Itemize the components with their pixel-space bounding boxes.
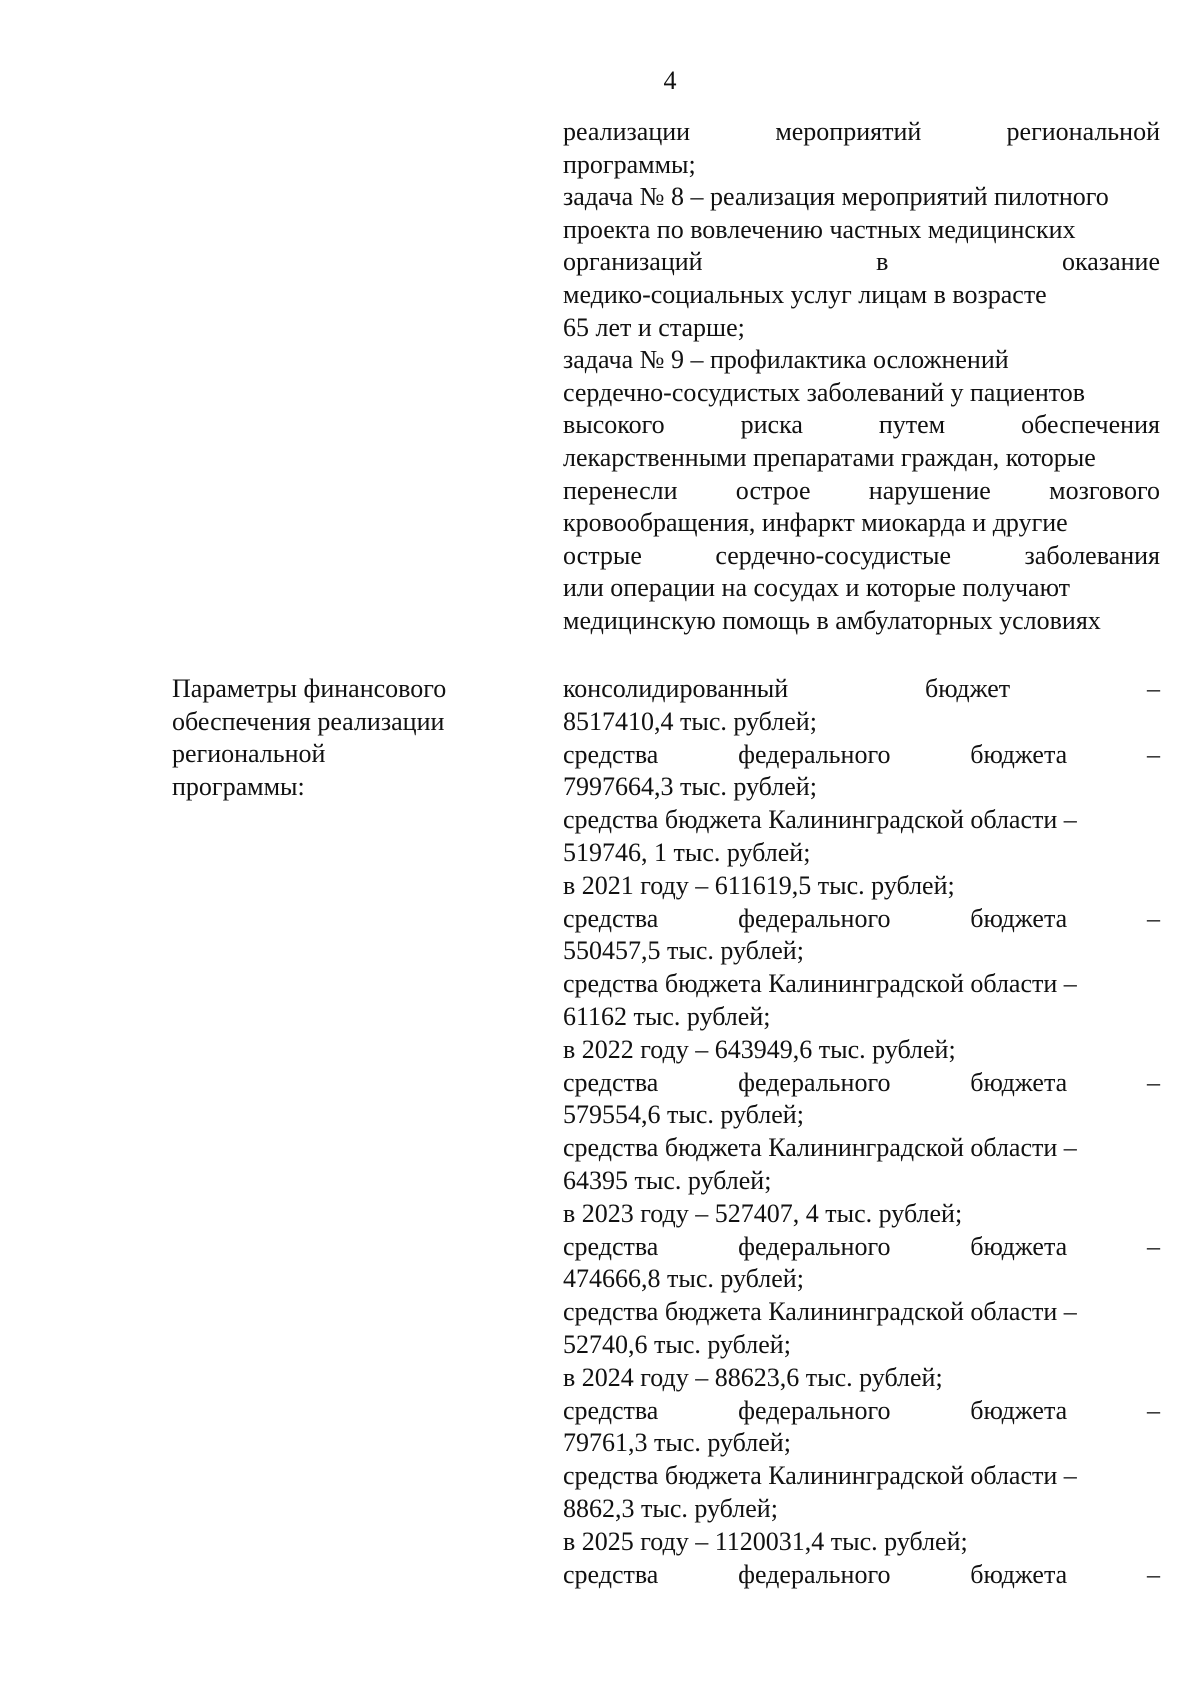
financing-text-line-word: средства бюджета Калининградской области – bbox=[563, 805, 1077, 835]
task-text-line bbox=[563, 507, 1160, 540]
financing-text-line-word: 52740,6 тыс. рублей; bbox=[563, 1329, 791, 1359]
financing-text-line bbox=[563, 1362, 1160, 1395]
financing-text-line bbox=[563, 1231, 1160, 1264]
task-text-line bbox=[563, 442, 1160, 475]
task-text-line-word: задача № 8 – реализация мероприятий пилотного bbox=[563, 182, 1109, 212]
task-text-line bbox=[563, 475, 1160, 508]
task-text-line-word: лекарственными препаратами граждан, которые bbox=[563, 442, 1096, 472]
financing-text-line-word: 474666,8 тыс. рублей; bbox=[563, 1264, 804, 1294]
financing-text-line-word: бюджета bbox=[970, 1395, 1068, 1425]
task-text-line-word: риска bbox=[740, 410, 803, 440]
task-text-line bbox=[563, 279, 1160, 312]
task-text-line-word: высокого bbox=[563, 410, 665, 440]
financing-text-line bbox=[563, 1263, 1160, 1296]
financing-text-line-word: в 2022 году – 643949,6 тыс. рублей; bbox=[563, 1034, 956, 1064]
financing-text-line bbox=[563, 1198, 1160, 1231]
financing-text-line-word: – bbox=[1146, 903, 1160, 933]
financing-text-line-word: в 2023 году – 527407, 4 тыс. рублей; bbox=[563, 1198, 963, 1228]
financing-text-line bbox=[563, 771, 1160, 804]
financing-text-line-word: – bbox=[1146, 1395, 1160, 1425]
financing-text-line-word: в 2025 году – 1120031,4 тыс. рублей; bbox=[563, 1526, 968, 1556]
financing-text-line bbox=[563, 1559, 1160, 1592]
financing-text-line bbox=[563, 804, 1160, 837]
task-text-line-word: региональной bbox=[1006, 117, 1160, 146]
task-text-line-word: медико-социальных услуг лицам в возрасте bbox=[563, 279, 1047, 309]
task-text-line-word: программы; bbox=[563, 149, 696, 179]
financing-text-line bbox=[563, 968, 1160, 1001]
page-number: 4 bbox=[663, 66, 677, 95]
financing-text-line bbox=[563, 837, 1160, 870]
financing-text-line-word: средства bbox=[563, 1231, 659, 1261]
task-text-line bbox=[563, 116, 1160, 149]
task-text-line-word: оказание bbox=[1062, 247, 1160, 277]
task-text-line-word: нарушение bbox=[868, 475, 991, 505]
financing-text-line-word: средства бюджета Калининградской области – bbox=[563, 969, 1077, 999]
task-text-line-word: мероприятий bbox=[775, 117, 922, 146]
task-text-line bbox=[563, 214, 1160, 247]
financing-text-line bbox=[563, 1067, 1160, 1100]
financing-text-line bbox=[563, 1001, 1160, 1034]
task-text-line-word: проекта по вовлечению частных медицинских bbox=[563, 214, 1076, 244]
financing-label-line: региональной bbox=[172, 739, 326, 769]
financing-label-line: обеспечения реализации bbox=[172, 706, 445, 736]
financing-text-line-word: федерального bbox=[738, 903, 891, 933]
financing-text-line-word: средства бюджета Калининградской области – bbox=[563, 1133, 1077, 1163]
task-text-line bbox=[563, 409, 1160, 442]
financing-text-line-word: средства бюджета Калининградской области – bbox=[563, 1461, 1077, 1491]
financing-text-line-word: – bbox=[1146, 674, 1160, 703]
financing-text-line-word: 61162 тыс. рублей; bbox=[563, 1001, 771, 1031]
task-text-line bbox=[563, 572, 1160, 605]
financing-text-line-word: средства bbox=[563, 1067, 659, 1097]
financing-parameters-label bbox=[172, 673, 532, 803]
financing-text-line-word: средства bbox=[563, 1559, 659, 1589]
financing-text-line-word: – bbox=[1146, 1231, 1160, 1261]
financing-text-line bbox=[563, 935, 1160, 968]
task-text-line bbox=[563, 312, 1160, 345]
financing-text-line-word: средства bbox=[563, 1395, 659, 1425]
financing-text-line-word: средства bbox=[563, 739, 659, 769]
financing-text-line-word: 64395 тыс. рублей; bbox=[563, 1165, 772, 1195]
task-text-line bbox=[563, 377, 1160, 410]
task-text-line-word: или операции на сосудах и которые получают bbox=[563, 573, 1071, 603]
financing-text-line bbox=[563, 1132, 1160, 1165]
financing-text-line-word: бюджета bbox=[970, 903, 1068, 933]
financing-text-line-word: федерального bbox=[738, 1559, 891, 1589]
task-text-line-word: перенесли bbox=[563, 475, 678, 505]
financing-text-line bbox=[563, 1460, 1160, 1493]
task-text-line bbox=[563, 149, 1160, 182]
task-text-line bbox=[563, 540, 1160, 573]
financing-text-line bbox=[563, 1034, 1160, 1067]
financing-text-line bbox=[563, 1099, 1160, 1132]
financing-text-line-word: – bbox=[1146, 739, 1160, 769]
financing-text-line-word: федерального bbox=[738, 739, 891, 769]
task-text-line-word: реализации bbox=[563, 117, 691, 146]
financing-text-line-word: в 2021 году – 611619,5 тыс. рублей; bbox=[563, 870, 955, 900]
financing-text-line-word: 8517410,4 тыс. рублей; bbox=[563, 706, 817, 736]
financing-text-line bbox=[563, 870, 1160, 903]
task-text-line-word: острые bbox=[563, 540, 642, 570]
task-text-line-word: путем bbox=[878, 410, 946, 440]
financing-text-line bbox=[563, 673, 1160, 706]
financing-text-line bbox=[563, 903, 1160, 936]
financing-text-line-word: 79761,3 тыс. рублей; bbox=[563, 1428, 791, 1458]
financing-text-line bbox=[563, 1493, 1160, 1526]
task-text-line-word: в bbox=[876, 247, 889, 277]
financing-text-line-word: – bbox=[1146, 1067, 1160, 1097]
task-text-line-word: задача № 9 – профилактика осложнений bbox=[563, 345, 1009, 375]
financing-text-line-word: федерального bbox=[738, 1231, 891, 1261]
task-text-line-word: заболевания bbox=[1024, 540, 1160, 570]
financing-text-line bbox=[563, 706, 1160, 739]
financing-text-line bbox=[563, 739, 1160, 772]
task-text-line-word: обеспечения bbox=[1021, 410, 1160, 440]
financing-text-line bbox=[563, 1296, 1160, 1329]
task-text-line-word: медицинскую помощь в амбулаторных условиях bbox=[563, 605, 1101, 635]
financing-text-line-word: бюджета bbox=[970, 1067, 1068, 1097]
financing-text-block bbox=[563, 673, 1160, 1591]
financing-text-line-word: средства бюджета Калининградской области – bbox=[563, 1297, 1077, 1327]
financing-text-line-word: 579554,6 тыс. рублей; bbox=[563, 1100, 804, 1130]
task-text-line bbox=[563, 344, 1160, 377]
task-text-line bbox=[563, 605, 1160, 638]
financing-text-line-word: 8862,3 тыс. рублей; bbox=[563, 1493, 778, 1523]
task-text-line-word: сердечно-сосудистые bbox=[715, 540, 952, 570]
task-text-line-word: организаций bbox=[563, 247, 703, 277]
financing-label-line: программы: bbox=[172, 771, 305, 801]
task-text-line-word: острое bbox=[735, 475, 811, 505]
task-text-line bbox=[563, 181, 1160, 214]
financing-text-line-word: консолидированный bbox=[563, 674, 789, 703]
financing-text-line-word: федерального bbox=[738, 1067, 891, 1097]
tasks-text-block bbox=[563, 116, 1160, 638]
task-text-line-word: кровообращения, инфаркт миокарда и другие bbox=[563, 508, 1068, 538]
financing-text-line-word: 550457,5 тыс. рублей; bbox=[563, 936, 804, 966]
financing-text-line-word: в 2024 году – 88623,6 тыс. рублей; bbox=[563, 1362, 943, 1392]
financing-text-line bbox=[563, 1427, 1160, 1460]
financing-text-line bbox=[563, 1395, 1160, 1428]
task-text-line bbox=[563, 246, 1160, 279]
financing-text-line-word: бюджет bbox=[925, 674, 1011, 703]
financing-text-line-word: бюджета bbox=[970, 739, 1068, 769]
financing-text-line bbox=[563, 1526, 1160, 1559]
financing-text-line-word: федерального bbox=[738, 1395, 891, 1425]
financing-text-line-word: 519746, 1 тыс. рублей; bbox=[563, 837, 811, 867]
financing-text-line bbox=[563, 1165, 1160, 1198]
financing-label-line: Параметры финансового bbox=[172, 674, 447, 703]
financing-text-line-word: 7997664,3 тыс. рублей; bbox=[563, 772, 817, 802]
task-text-line-word: 65 лет и старше; bbox=[563, 312, 745, 342]
financing-text-line-word: бюджета bbox=[970, 1231, 1068, 1261]
financing-text-line-word: бюджета bbox=[970, 1559, 1068, 1589]
financing-text-line-word: – bbox=[1146, 1559, 1160, 1589]
task-text-line-word: мозгового bbox=[1049, 475, 1160, 505]
financing-text-line bbox=[563, 1329, 1160, 1362]
task-text-line-word: сердечно-сосудистых заболеваний у пациентов bbox=[563, 377, 1086, 407]
financing-text-line-word: средства bbox=[563, 903, 659, 933]
